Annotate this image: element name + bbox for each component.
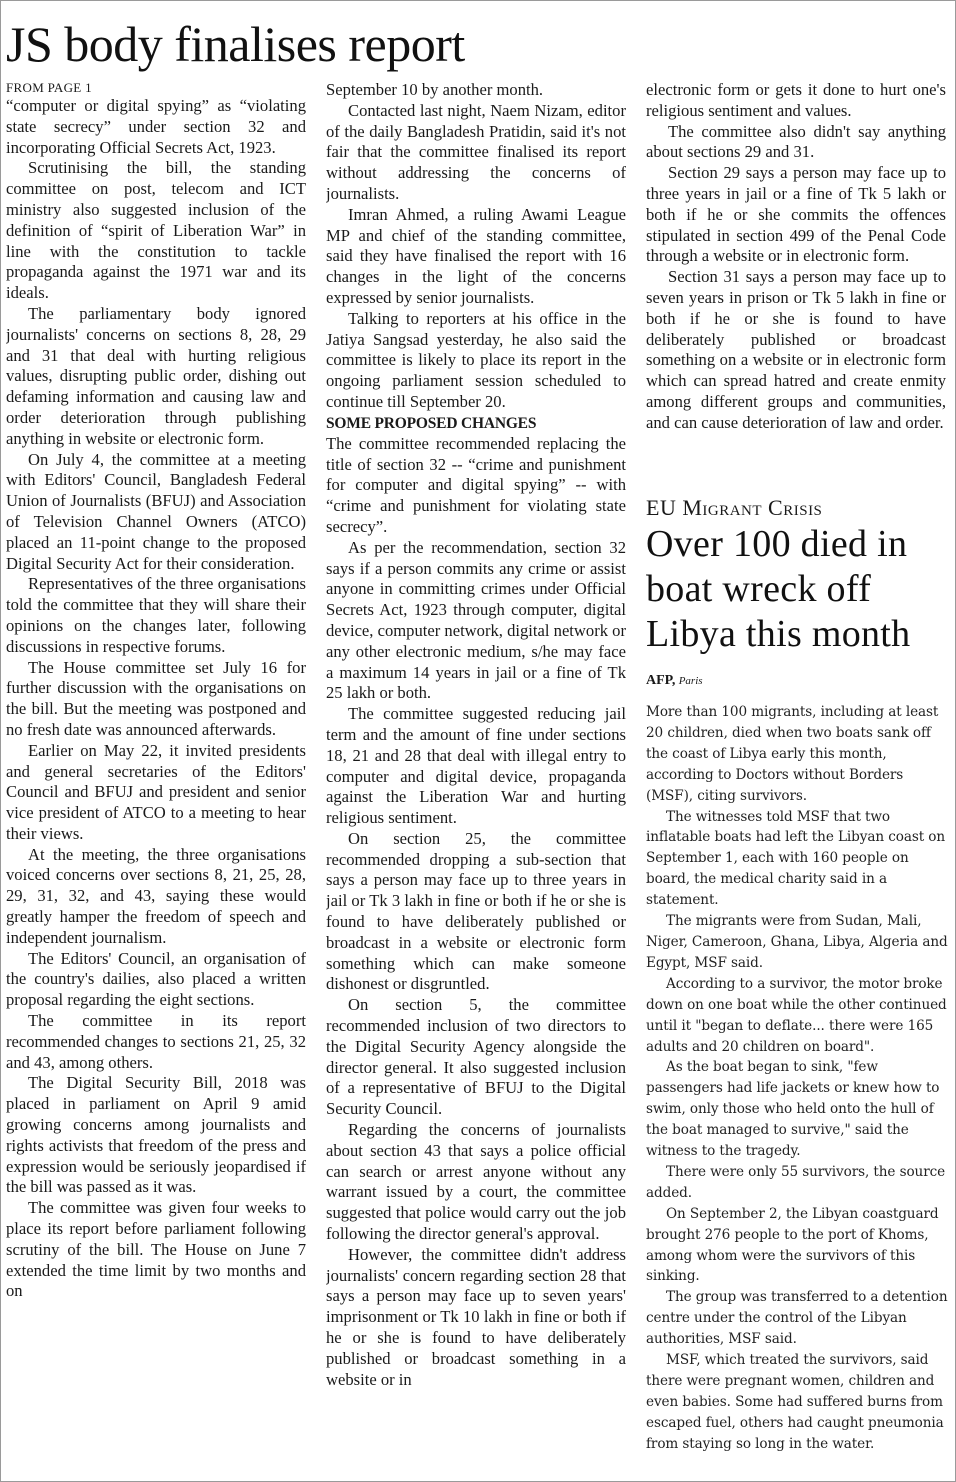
- article-column-3: [646, 80, 946, 498]
- subheading: SOME PROPOSED CHANGES: [326, 414, 537, 432]
- paragraph: The migrants were from Sudan, Mali, Niger, Cameroon, Ghana, Libya, Algeria and Egypt, MSF said.: [646, 913, 948, 971]
- article-column-2: [326, 80, 626, 1482]
- paragraph: The House committee set July 16 for further discussion with the organisations on the bill. But the meeting was postponed and no fresh date was announced afterwards.: [6, 657, 306, 739]
- paragraph: At the meeting, the three organisations voiced concerns over sections 8, 21, 25, 28, 29, 31, 32, and 43, saying these would greatly hamper the freedom of speech and independent journalism.: [6, 844, 306, 947]
- paragraph: Representatives of the three organisations told the committee that they will share their opinions on the changes later, following discussions in respective forums.: [6, 574, 306, 656]
- paragraph: As per the recommendation, section 32 says if a person commits any crime or assist anyone in committing crimes under Official Secrets Act, 1923 through computer, digital device, computer network, digital network or any other electronic medium, s/he may face a maximum 14 years in jail or a fine of Tk 25 lakh or both.: [326, 537, 626, 703]
- paragraph: MSF, which treated the survivors, said there were pregnant women, children and even babies. Some had suffered burns from escaped fuel, others had caught pneumonia from staying so long in the water.: [646, 1352, 944, 1452]
- paragraph: The group was transferred to a detention centre under the control of the Libyan authorities, MSF said.: [646, 1289, 948, 1348]
- paragraph: The parliamentary body ignored journalists' concerns on sections 8, 28, 29 and 31 that deal with hurting religious values, disrupting public order, dishing out defaming information and causing law and order deterioration through publishing anything in website or electronic form.: [6, 303, 306, 448]
- paragraph: The witnesses told MSF that two inflatable boats had left the Libyan coast on September 1, each with 160 people on board, the medical charity said in a statement.: [646, 808, 946, 909]
- paragraph: However, the committee didn't address journalists' concern regarding section 28 that says a person may face up to seven years' imprisonment or Tk 10 lakh in fine or both if he or she is found to have deliberately published or broadcast something in a website or in: [326, 1244, 626, 1389]
- paragraph: electronic form or gets it done to hurt one's religious sentiment and values.: [646, 80, 946, 120]
- paragraph: On September 2, the Libyan coastguard brought 276 people to the port of Khoms, among whom were the survivors of this sinking.: [646, 1205, 939, 1285]
- paragraph: As the boat began to sink, "few passengers had life jackets or knew how to swim, only those who held onto the hull of the boat managed to survive," said the witness to the tragedy.: [646, 1059, 940, 1160]
- paragraph: Section 29 says a person may face up to three years in jail or a fine of Tk 5 lakh or both if he or she commits the offences stipulated in section 499 of the Penal Code through a website or in electronic form.: [646, 163, 946, 266]
- paragraph: Imran Ahmed, a ruling Awami League MP and chief of the standing committee, said they have finalised the report with 16 changes in the light of the concerns expressed by senior journalists.: [326, 204, 626, 307]
- paragraph: The committee recommended replacing the title of section 32 -- “crime and punishment for computer and digital spying” -- with “crime and punishment for violating state secrecy”.: [326, 433, 626, 536]
- section-kicker: EU Migrant Crisis: [646, 495, 823, 520]
- paragraph: Scrutinising the bill, the standing committee on post, telecom and ICT ministry also suggested inclusion of the definition of “spirit of Liberation War” in line with the constitution to tackle propaganda against the 1971 war and its ideals.: [6, 158, 306, 303]
- paragraph: On section 5, the committee recommended inclusion of two directors to the Digital Security Agency alongside the director general. It also suggested inclusion of a representative of BFUJ to the Digital Security Council.: [326, 995, 626, 1119]
- paragraph: “computer or digital spying” as “violating state secrecy” under section 32 and incorporating Official Secrets Act, 1923.: [6, 96, 306, 157]
- paragraph: Regarding the concerns of journalists about section 43 that says a police official can search or arrest anyone without any warrant issued by a court, the committee suggested that police would carry out the job following the director general's approval.: [326, 1120, 626, 1244]
- paragraph: Contacted last night, Naem Nizam, editor of the daily Bangladesh Pratidin, said it's not fair that the committee finalised its report without addressing the concerns of journalists.: [326, 100, 626, 203]
- paragraph: Section 31 says a person may face up to seven years in prison or Tk 5 lakh in fine or both if he or she is found to have deliberately published or broadcast something on a website or in electronic form which can spread hatred and create enmity among different groups and communities, and can cause deterioration of law and order.: [646, 267, 946, 432]
- paragraph: More than 100 migrants, including at least 20 children, died when two boats sank off the coast of Libya early this month, according to Doctors without Borders (MSF), citing survivors.: [646, 704, 939, 804]
- second-headline: Over 100 died in boat wreck off Libya this month: [646, 523, 911, 655]
- paragraph: September 10 by another month.: [326, 80, 544, 99]
- second-article-body: [646, 702, 948, 1482]
- byline-agency: AFP,: [646, 673, 676, 688]
- paragraph: On July 4, the committee at a meeting with Editors' Council, Bangladesh Federal Union of Journalists (BFUJ) and Association of Television Channel Owners (ATCO) placed an 11-point change to the proposed Digital Security Act for their consideration.: [6, 449, 306, 573]
- paragraph: The committee in its report recommended changes to sections 21, 25, 32 and 43, among others.: [6, 1011, 306, 1072]
- paragraph: There were only 55 survivors, the source added.: [646, 1163, 946, 1201]
- byline-place: Paris: [678, 675, 703, 687]
- main-headline: JS body finalises report: [6, 16, 465, 72]
- paragraph: The committee was given four weeks to place its report before parliament following scrutiny of the bill. The House on June 7 extended the time limit by two months and on: [6, 1198, 306, 1301]
- byline: [646, 671, 948, 690]
- paragraph: The committee also didn't say anything about sections 29 and 31.: [646, 121, 946, 162]
- paragraph: The Editors' Council, an organisation of the country's dailies, also placed a written proposal regarding the eight sections.: [6, 948, 306, 1010]
- paragraph: Earlier on May 22, it invited presidents and general secretaries of the Editors' Council and BFUJ and president and senior vice president of ATCO to a meeting to hear their views.: [6, 740, 306, 843]
- paragraph: Talking to reporters at his office in the Jatiya Sangsad yesterday, he also said the committee is likely to place its report in the ongoing parliament session scheduled to continue till September 20.: [326, 308, 626, 411]
- paragraph: The Digital Security Bill, 2018 was placed in parliament on April 9 amid growing concerns among journalists and rights activists that freedom of the press and expression would be seriously jeopardised if the bill was passed as it was.: [6, 1073, 306, 1197]
- dateline: FROM PAGE 1: [6, 80, 92, 95]
- article-column-1: [6, 80, 306, 1482]
- paragraph: On section 25, the committee recommended dropping a sub-section that says a person may face up to three years in jail or Tk 3 lakh in fine or both if he or she is found to have deliberately published or broadcast in a website or electronic form something which can make someone dishonest or disgruntled.: [326, 828, 626, 994]
- paragraph: According to a survivor, the motor broke down on one boat while the other continued until it "began to deflate... there were 165 adults and 20 children on board".: [646, 975, 947, 1055]
- paragraph: The committee suggested reducing jail term and the amount of fine under sections 18, 21 and 28 that deal with illegal entry to computer and digital device, propaganda against the Liberation War and hurting religious sentiment.: [326, 704, 626, 828]
- second-article: [646, 494, 948, 1482]
